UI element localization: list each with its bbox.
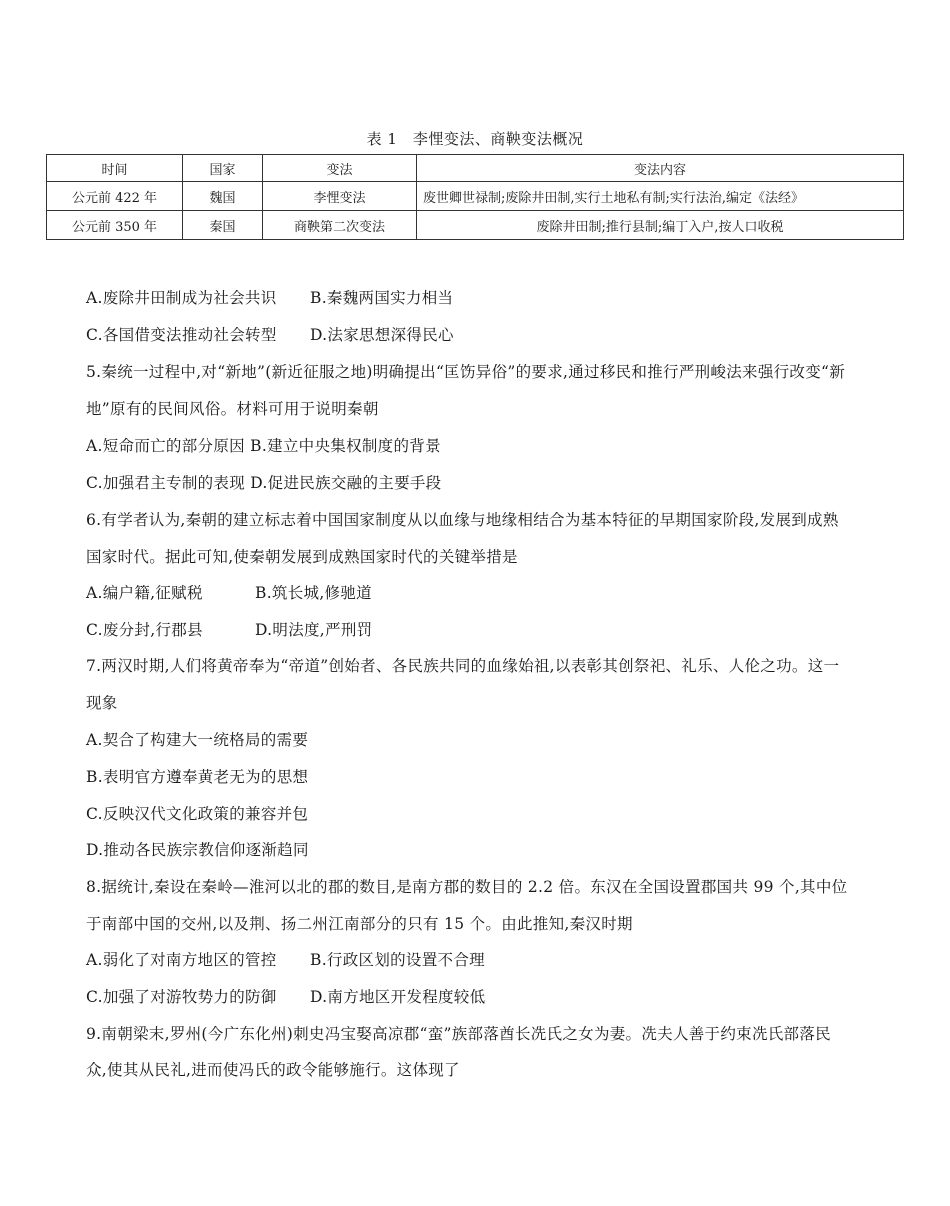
q7-option-c: C.反映汉代文化政策的兼容并包 [86, 805, 309, 823]
header-reform: 变法 [263, 155, 417, 182]
q8-option-a: A.弱化了对南方地区的管控 [86, 951, 277, 969]
q9-stem-line2: 众,使其从民礼,进而使冯氏的政令能够施行。这体现了 [86, 1061, 460, 1079]
cell-reform: 商鞅第二次变法 [263, 211, 417, 240]
q4-option-a: A.废除井田制成为社会共识 [86, 289, 277, 307]
q5-stem-line2: 地”原有的民间风俗。材料可用于说明秦朝 [86, 400, 379, 418]
table-caption: 表 1 李悝变法、商鞅变法概况 [366, 130, 584, 148]
q5-options-cd: C.加强君主专制的表现 D.促进民族交融的主要手段 [86, 474, 442, 492]
q4-option-b: B.秦魏两国实力相当 [310, 289, 454, 307]
cell-country: 魏国 [183, 182, 263, 211]
q7-stem-line1: 7.两汉时期,人们将黄帝奉为“帝道”创始者、各民族共同的血缘始祖,以表彰其创祭祀、礼乐、人伦之功。这一 [86, 657, 840, 675]
q8-stem-line2: 于南部中国的交州,以及荆、扬二州江南部分的只有 15 个。由此推知,秦汉时期 [86, 915, 633, 933]
q8-stem-line1: 8.据统计,秦设在秦岭—淮河以北的郡的数目,是南方郡的数目的 2.2 倍。东汉在全国设置郡国共 99 个,其中位 [86, 878, 848, 896]
cell-content: 废除井田制;推行县制;编丁入户,按人口收税 [417, 211, 904, 240]
q5-stem-line1: 5.秦统一过程中,对“新地”(新近征服之地)明确提出“匡饬异俗”的要求,通过移民和推行严刑峻法来强行改变“新 [86, 363, 846, 381]
cell-time: 公元前 422 年 [47, 182, 183, 211]
q8-option-c: C.加强了对游牧势力的防御 [86, 988, 277, 1006]
q6-option-c: C.废分封,行郡县 [86, 621, 203, 639]
table-header-row [47, 155, 904, 182]
q7-stem-line2: 现象 [86, 694, 118, 712]
q8-option-d: D.南方地区开发程度较低 [310, 988, 486, 1006]
q7-option-d: D.推动各民族宗教信仰逐渐趋同 [86, 841, 309, 859]
q9-stem-line1: 9.南朝梁末,罗州(今广东化州)刺史冯宝娶高凉郡“蛮”族部落酋长冼氏之女为妻。冼夫人善于约束冼氏部落民 [86, 1025, 831, 1043]
q7-option-a: A.契合了构建大一统格局的需要 [86, 731, 309, 749]
q6-stem-line2: 国家时代。据此可知,使秦朝发展到成熟国家时代的关键举措是 [86, 548, 518, 566]
cell-reform: 李悝变法 [263, 182, 417, 211]
q6-option-a: A.编户籍,征赋税 [86, 584, 203, 602]
table-row [47, 182, 904, 211]
q8-option-b: B.行政区划的设置不合理 [310, 951, 485, 969]
q6-stem-line1: 6.有学者认为,秦朝的建立标志着中国国家制度从以血缘与地缘相结合为基本特征的早期国家阶段,发展到成熟 [86, 511, 839, 529]
cell-content: 废世卿世禄制;废除井田制,实行土地私有制;实行法治,编定《法经》 [417, 182, 904, 211]
q5-options-ab: A.短命而亡的部分原因 B.建立中央集权制度的背景 [86, 437, 441, 455]
q6-option-b: B.筑长城,修驰道 [255, 584, 372, 602]
cell-time: 公元前 350 年 [47, 211, 183, 240]
header-country: 国家 [183, 155, 263, 182]
cell-country: 秦国 [183, 211, 263, 240]
reform-table [46, 154, 904, 240]
table-row [47, 211, 904, 240]
q7-option-b: B.表明官方遵奉黄老无为的思想 [86, 768, 309, 786]
q4-option-c: C.各国借变法推动社会转型 [86, 326, 277, 344]
header-content: 变法内容 [417, 155, 904, 182]
q4-option-d: D.法家思想深得民心 [310, 326, 454, 344]
q6-option-d: D.明法度,严刑罚 [255, 621, 373, 639]
header-time: 时间 [47, 155, 183, 182]
